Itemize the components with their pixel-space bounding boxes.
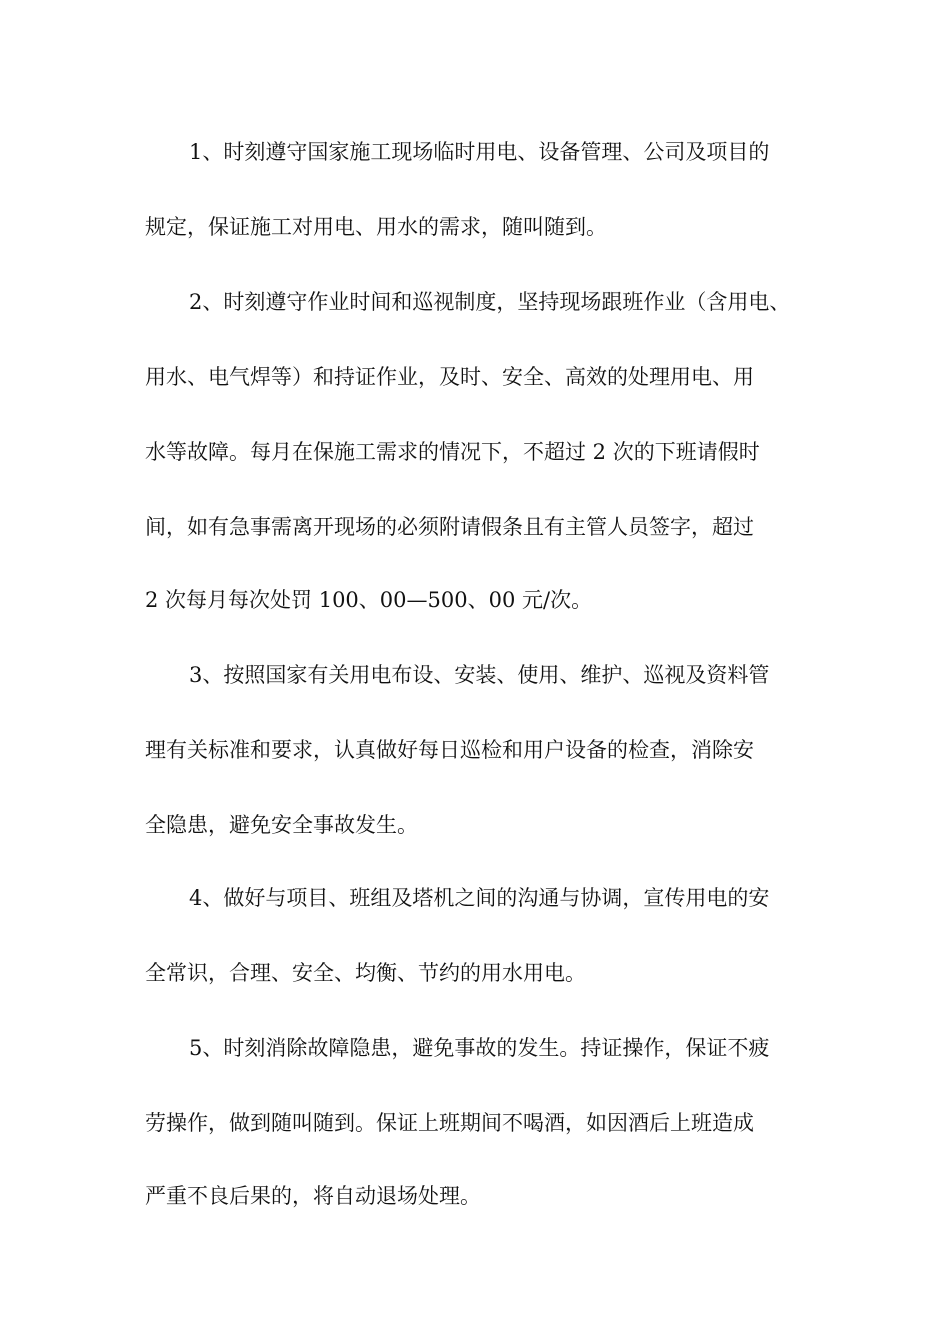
paragraph-5-line-3: 严重不良后果的，将自动退场处理。	[145, 1184, 481, 1208]
paragraph-2-line-3: 水等故障。每月在保施工需求的情况下，不超过 2 次的下班请假时	[145, 440, 760, 464]
paragraph-3-line-1: 3、按照国家有关用电布设、安装、使用、维护、巡视及资料管	[189, 663, 770, 687]
paragraph-1-line-2: 规定，保证施工对用电、用水的需求，随叫随到。	[145, 215, 607, 239]
paragraph-3-line-2: 理有关标准和要求，认真做好每日巡检和用户设备的检查，消除安	[145, 738, 754, 762]
paragraph-4-line-2: 全常识，合理、安全、均衡、节约的用水用电。	[145, 961, 586, 985]
paragraph-2-line-2: 用水、电气焊等）和持证作业，及时、安全、高效的处理用电、用	[145, 365, 754, 389]
paragraph-1-line-1: 1、时刻遵守国家施工现场临时用电、设备管理、公司及项目的	[189, 140, 770, 164]
paragraph-2-line-4: 间，如有急事需离开现场的必须附请假条且有主管人员签字，超过	[145, 515, 754, 539]
paragraph-2-line-1: 2、时刻遵守作业时间和巡视制度，坚持现场跟班作业（含用电、	[189, 290, 791, 314]
paragraph-5-line-1: 5、时刻消除故障隐患，避免事故的发生。持证操作，保证不疲	[189, 1036, 770, 1060]
paragraph-3-line-3: 全隐患，避免安全事故发生。	[145, 813, 418, 837]
paragraph-4-line-1: 4、做好与项目、班组及塔机之间的沟通与协调，宣传用电的安	[189, 886, 770, 910]
paragraph-2-line-5: 2 次每月每次处罚 100、00—500、00 元/次。	[145, 588, 593, 612]
paragraph-5-line-2: 劳操作，做到随叫随到。保证上班期间不喝酒，如因酒后上班造成	[145, 1111, 754, 1135]
